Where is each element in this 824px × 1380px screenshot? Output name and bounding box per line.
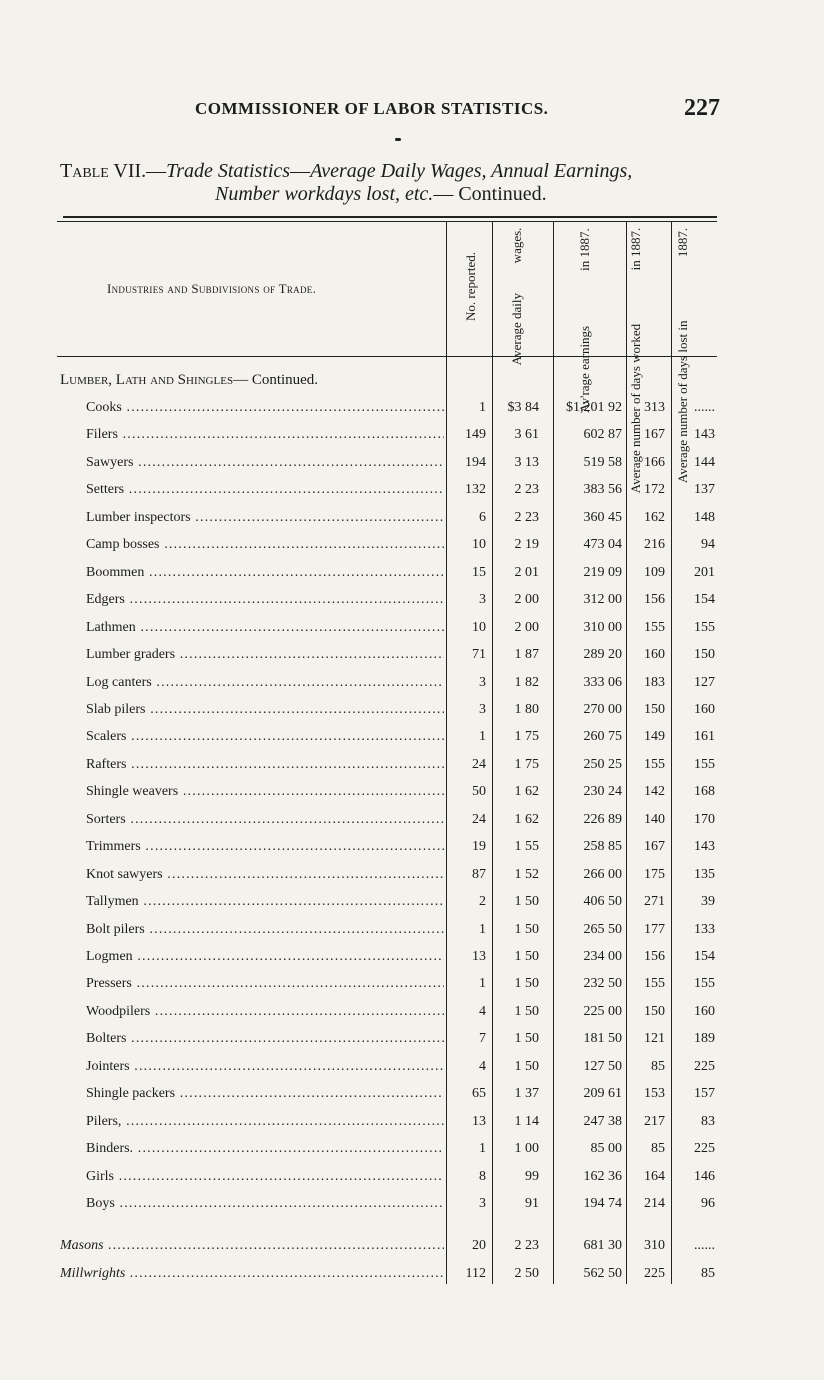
table-row (0, 922, 824, 948)
days-worked-cell: 172 (644, 482, 665, 497)
ornament-mark (395, 138, 401, 141)
trade-name: Camp bosses ..... (86, 537, 444, 553)
days-lost-cell: 137 (694, 482, 715, 497)
days-worked-cell: 156 (644, 592, 665, 607)
table-row (0, 537, 824, 563)
table-row (0, 647, 824, 673)
top-rule-thick (63, 216, 717, 218)
avg-earnings-cell: 562 50 (583, 1266, 622, 1281)
table-row (0, 702, 824, 728)
avg-earnings-cell: 194 74 (583, 1196, 622, 1211)
avg-daily-wage-cell: 1 50 (514, 1059, 539, 1074)
days-worked-cell: 217 (644, 1114, 665, 1129)
days-worked-cell: 167 (644, 839, 665, 854)
table-label: Table VII. (60, 160, 147, 182)
table-row (0, 455, 824, 481)
table-row (0, 1004, 824, 1030)
days-worked-cell: 150 (644, 1004, 665, 1019)
days-worked-cell: 155 (644, 620, 665, 635)
avg-earnings-cell: 230 24 (583, 784, 622, 799)
header-bottom-rule (57, 356, 717, 357)
table-row (0, 620, 824, 646)
trade-name: Pilers, ..... (86, 1114, 444, 1130)
trade-name: Jointers ..... (86, 1059, 444, 1075)
table-row (0, 1086, 824, 1112)
days-lost-cell: 146 (694, 1169, 715, 1184)
trade-name: Shingle weavers ..... (86, 784, 444, 800)
days-worked-cell: 121 (644, 1031, 665, 1046)
days-worked-cell: 150 (644, 702, 665, 717)
running-head (0, 95, 824, 125)
avg-earnings-cell: 265 50 (583, 922, 622, 937)
days-worked-cell: 313 (644, 400, 665, 415)
avg-earnings-cell: 209 61 (583, 1086, 622, 1101)
trade-name: Shingle packers ..... (86, 1086, 444, 1102)
no-reported-cell: 1 (479, 922, 486, 937)
days-lost-cell: 225 (694, 1059, 715, 1074)
days-lost-cell: 85 (701, 1266, 715, 1281)
avg-daily-wage-cell: 1 75 (514, 757, 539, 772)
days-lost-cell: 154 (694, 949, 715, 964)
avg-earnings-cell: 225 00 (583, 1004, 622, 1019)
days-lost-cell: 39 (701, 894, 715, 909)
avg-daily-wage-cell: 1 37 (514, 1086, 539, 1101)
header-worked-line2: of days worked (628, 323, 643, 405)
table-row (0, 1238, 824, 1264)
avg-earnings-cell: 85 00 (590, 1141, 622, 1156)
no-reported-cell: 132 (465, 482, 486, 497)
caption-dash3: — (433, 183, 454, 205)
avg-earnings-cell: 681 30 (583, 1238, 622, 1253)
days-lost-cell: 144 (694, 455, 715, 470)
avg-earnings-cell: 312 00 (583, 592, 622, 607)
days-worked-cell: 155 (644, 757, 665, 772)
avg-daily-wage-cell: 1 00 (514, 1141, 539, 1156)
avg-daily-wage-cell: 1 50 (514, 894, 539, 909)
avg-earnings-cell: 234 00 (583, 949, 622, 964)
avg-earnings-cell: 250 25 (583, 757, 622, 772)
table-row (0, 675, 824, 701)
avg-daily-wage-cell: 2 00 (514, 592, 539, 607)
avg-daily-wage-cell: 1 50 (514, 1031, 539, 1046)
avg-earnings-cell: 162 36 (583, 1169, 622, 1184)
days-worked-cell: 149 (644, 729, 665, 744)
header-lost-line2: of days lost in (675, 320, 690, 394)
avg-earnings-cell: 360 45 (583, 510, 622, 525)
trade-name: Lumber inspectors ..... (86, 510, 444, 526)
no-reported-cell: 2 (479, 894, 486, 909)
trade-name: Bolters ..... (86, 1031, 444, 1047)
days-lost-cell: 160 (694, 1004, 715, 1019)
caption-continued: Continued. (453, 183, 547, 205)
days-worked-cell: 166 (644, 455, 665, 470)
avg-daily-wage-cell: 1 75 (514, 729, 539, 744)
days-lost-cell: 135 (694, 867, 715, 882)
running-title: COMMISSIONER OF LABOR STATISTICS. (195, 99, 549, 118)
header-lost-line1: Average number (675, 397, 690, 484)
days-lost-cell: 189 (694, 1031, 715, 1046)
trade-name: Lumber graders ..... (86, 647, 444, 663)
no-reported-cell: 149 (465, 427, 486, 442)
no-reported-cell: 10 (472, 537, 486, 552)
days-worked-cell: 85 (651, 1059, 665, 1074)
table-caption (60, 160, 720, 206)
page-number: 227 (684, 95, 720, 121)
days-worked-cell: 225 (644, 1266, 665, 1281)
no-reported-cell: 65 (472, 1086, 486, 1101)
trade-name: Rafters ..... (86, 757, 444, 773)
trade-name: Scalers ..... (86, 729, 444, 745)
avg-daily-wage-cell: 1 14 (514, 1114, 539, 1129)
trade-name: Girls ..... (86, 1169, 444, 1185)
table-row (0, 400, 824, 426)
section-title (60, 372, 318, 389)
avg-daily-wage-cell: 1 55 (514, 839, 539, 854)
table-row (0, 729, 824, 755)
avg-earnings-cell: 226 89 (583, 812, 622, 827)
days-worked-cell: 155 (644, 976, 665, 991)
table-row (0, 1169, 824, 1195)
days-lost-cell: 143 (694, 839, 715, 854)
days-worked-cell: 156 (644, 949, 665, 964)
table-row (0, 1141, 824, 1167)
avg-daily-wage-cell: 1 50 (514, 949, 539, 964)
table-row (0, 757, 824, 783)
days-lost-cell: 155 (694, 757, 715, 772)
no-reported-cell: 8 (479, 1169, 486, 1184)
trade-name: Logmen ..... (86, 949, 444, 965)
table-row (0, 949, 824, 975)
header-worked-line3: in 1887. (628, 228, 643, 271)
caption-title-part3: Number workdays lost, etc. (215, 183, 434, 205)
days-worked-cell: 164 (644, 1169, 665, 1184)
table-row (0, 427, 824, 453)
days-lost-cell: 155 (694, 976, 715, 991)
avg-daily-wage-cell: 99 (525, 1169, 539, 1184)
days-worked-cell: 175 (644, 867, 665, 882)
trade-name: Sorters ..... (86, 812, 444, 828)
days-lost-cell: 133 (694, 922, 715, 937)
no-reported-cell: 20 (472, 1238, 486, 1253)
no-reported-cell: 194 (465, 455, 486, 470)
trade-name: Cooks ..... (86, 400, 444, 416)
avg-daily-wage-cell: 2 23 (514, 1238, 539, 1253)
header-avg-earnings (578, 228, 591, 413)
avg-daily-wage-cell: 2 00 (514, 620, 539, 635)
avg-earnings-cell: 406 50 (583, 894, 622, 909)
days-worked-cell: 177 (644, 922, 665, 937)
no-reported-cell: 87 (472, 867, 486, 882)
days-worked-cell: 310 (644, 1238, 665, 1253)
trade-name: Knot sawyers ..... (86, 867, 444, 883)
header-avg-daily-wages (510, 228, 523, 365)
avg-daily-wage-cell: 1 50 (514, 1004, 539, 1019)
trade-name: Tallymen ..... (86, 894, 444, 910)
days-lost-cell: ...... (694, 400, 715, 415)
days-lost-cell: 127 (694, 675, 715, 690)
avg-daily-wage-cell: 1 82 (514, 675, 539, 690)
trade-name: Bolt pilers ..... (86, 922, 444, 938)
avg-earnings-cell: 602 87 (583, 427, 622, 442)
avg-daily-wage-cell: 1 80 (514, 702, 539, 717)
trade-name: Binders. ..... (86, 1141, 444, 1157)
avg-earnings-cell: 127 50 (583, 1059, 622, 1074)
avg-daily-wage-cell: 2 01 (514, 565, 539, 580)
avg-earnings-cell: 270 00 (583, 702, 622, 717)
no-reported-cell: 1 (479, 1141, 486, 1156)
table-row (0, 510, 824, 536)
trade-name: Woodpilers ..... (86, 1004, 444, 1020)
days-worked-cell: 214 (644, 1196, 665, 1211)
no-reported-cell: 1 (479, 729, 486, 744)
no-reported-cell: 3 (479, 675, 486, 690)
header-lost-line3: 1887. (675, 228, 690, 258)
avg-earnings-cell: 260 75 (583, 729, 622, 744)
days-worked-cell: 85 (651, 1141, 665, 1156)
days-lost-cell: 161 (694, 729, 715, 744)
days-lost-cell: 157 (694, 1086, 715, 1101)
trade-name: Slab pilers ..... (86, 702, 444, 718)
table-row (0, 894, 824, 920)
trade-name: Edgers ..... (86, 592, 444, 608)
days-worked-cell: 140 (644, 812, 665, 827)
days-lost-cell: 201 (694, 565, 715, 580)
table-row (0, 1196, 824, 1222)
no-reported-cell: 71 (472, 647, 486, 662)
days-worked-cell: 271 (644, 894, 665, 909)
header-worked-line1: Average number (628, 407, 643, 494)
table-row (0, 565, 824, 591)
trade-name: Filers ..... (86, 427, 444, 443)
avg-earnings-cell: 266 00 (583, 867, 622, 882)
avg-daily-wage-cell: 2 23 (514, 510, 539, 525)
no-reported-cell: 24 (472, 812, 486, 827)
header-wage-line2: wages. (509, 228, 524, 264)
days-lost-cell: 83 (701, 1114, 715, 1129)
no-reported-cell: 4 (479, 1059, 486, 1074)
avg-daily-wage-cell: 2 50 (514, 1266, 539, 1281)
top-rule-thin (57, 221, 717, 222)
days-lost-cell: 148 (694, 510, 715, 525)
trade-name: Boommen ..... (86, 565, 444, 581)
avg-daily-wage-cell: 2 19 (514, 537, 539, 552)
caption-title-part1: Trade Statistics (166, 160, 291, 182)
table-row (0, 839, 824, 865)
days-lost-cell: ...... (694, 1238, 715, 1253)
table-row (0, 592, 824, 618)
avg-earnings-cell: 519 58 (583, 455, 622, 470)
days-lost-cell: 168 (694, 784, 715, 799)
no-reported-cell: 3 (479, 702, 486, 717)
table-row (0, 1059, 824, 1085)
table-row (0, 1031, 824, 1057)
no-reported-cell: 1 (479, 400, 486, 415)
caption-title-part2: Average Daily Wages, Annual Earnings, (310, 160, 633, 182)
no-reported-cell: 15 (472, 565, 486, 580)
table-row (0, 1266, 824, 1292)
no-reported-cell: 1 (479, 976, 486, 991)
table-row (0, 812, 824, 838)
days-worked-cell: 109 (644, 565, 665, 580)
avg-earnings-cell: 247 38 (583, 1114, 622, 1129)
caption-dash: — (146, 160, 167, 182)
trade-name: Masons ..... (60, 1238, 444, 1254)
industries-header: Industries and Subdivisions of Trade. (107, 281, 317, 296)
avg-daily-wage-cell: 1 52 (514, 867, 539, 882)
avg-earnings-cell: 333 06 (583, 675, 622, 690)
header-no-reported (464, 252, 477, 321)
days-lost-cell: 143 (694, 427, 715, 442)
no-reported-cell: 13 (472, 949, 486, 964)
trade-name: Log canters ..... (86, 675, 444, 691)
trade-name: Sawyers ..... (86, 455, 444, 471)
header-earn-line2: in 1887. (577, 228, 592, 271)
trade-name: Trimmers ..... (86, 839, 444, 855)
table-row (0, 482, 824, 508)
no-reported-cell: 24 (472, 757, 486, 772)
days-lost-cell: 96 (701, 1196, 715, 1211)
trade-name: Lathmen ..... (86, 620, 444, 636)
avg-earnings-cell: 258 85 (583, 839, 622, 854)
avg-daily-wage-cell: 1 50 (514, 976, 539, 991)
avg-earnings-cell: $1,201 92 (566, 400, 622, 415)
no-reported-cell: 3 (479, 1196, 486, 1211)
avg-earnings-cell: 181 50 (583, 1031, 622, 1046)
avg-daily-wage-cell: $3 84 (507, 400, 539, 415)
no-reported-cell: 4 (479, 1004, 486, 1019)
avg-earnings-cell: 232 50 (583, 976, 622, 991)
table-row (0, 976, 824, 1002)
avg-daily-wage-cell: 3 61 (514, 427, 539, 442)
avg-daily-wage-cell: 1 87 (514, 647, 539, 662)
no-reported-cell: 10 (472, 620, 486, 635)
days-worked-cell: 142 (644, 784, 665, 799)
days-worked-cell: 153 (644, 1086, 665, 1101)
avg-earnings-cell: 289 20 (583, 647, 622, 662)
days-worked-cell: 216 (644, 537, 665, 552)
header-days-worked (629, 228, 642, 493)
days-worked-cell: 160 (644, 647, 665, 662)
no-reported-cell: 6 (479, 510, 486, 525)
days-worked-cell: 167 (644, 427, 665, 442)
days-lost-cell: 150 (694, 647, 715, 662)
days-lost-cell: 155 (694, 620, 715, 635)
table-row (0, 867, 824, 893)
no-reported-cell: 112 (465, 1266, 486, 1281)
trade-name: Pressers ..... (86, 976, 444, 992)
avg-earnings-cell: 310 00 (583, 620, 622, 635)
avg-earnings-cell: 473 04 (583, 537, 622, 552)
no-reported-cell: 13 (472, 1114, 486, 1129)
avg-daily-wage-cell: 2 23 (514, 482, 539, 497)
no-reported-cell: 19 (472, 839, 486, 854)
days-worked-cell: 183 (644, 675, 665, 690)
avg-daily-wage-cell: 91 (525, 1196, 539, 1211)
days-lost-cell: 170 (694, 812, 715, 827)
section-title-suffix: — Continued. (233, 372, 319, 388)
table-row (0, 784, 824, 810)
header-wage-line1: Average daily (509, 293, 524, 366)
days-lost-cell: 225 (694, 1141, 715, 1156)
no-reported-cell: 50 (472, 784, 486, 799)
trade-name: Millwrights ..... (60, 1266, 444, 1282)
avg-daily-wage-cell: 1 62 (514, 812, 539, 827)
no-reported-cell: 7 (479, 1031, 486, 1046)
avg-daily-wage-cell: 3 13 (514, 455, 539, 470)
trade-name: Setters ..... (86, 482, 444, 498)
avg-earnings-cell: 219 09 (583, 565, 622, 580)
days-lost-cell: 94 (701, 537, 715, 552)
table-row (0, 1114, 824, 1140)
section-title-text: Lumber, Lath and Shingles (60, 372, 234, 388)
days-lost-cell: 154 (694, 592, 715, 607)
header-no-reported-text: No. reported. (463, 252, 478, 321)
avg-earnings-cell: 383 56 (583, 482, 622, 497)
trade-name: Boys ..... (86, 1196, 444, 1212)
caption-dash2: — (290, 160, 311, 182)
days-worked-cell: 162 (644, 510, 665, 525)
no-reported-cell: 3 (479, 592, 486, 607)
avg-daily-wage-cell: 1 62 (514, 784, 539, 799)
avg-daily-wage-cell: 1 50 (514, 922, 539, 937)
header-earn-line1: Av'rage earnings (577, 325, 592, 413)
days-lost-cell: 160 (694, 702, 715, 717)
